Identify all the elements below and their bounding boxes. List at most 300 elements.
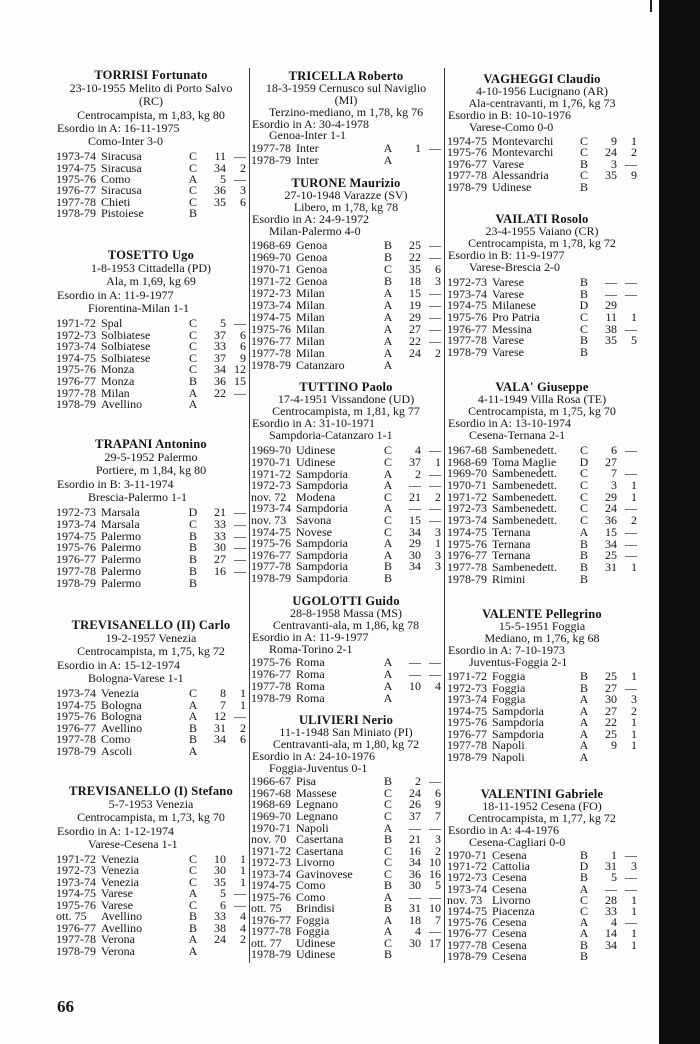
debut-match: Varese-Cesena 1-1 (88, 836, 178, 851)
career-team: Inter (296, 152, 319, 167)
career-team: Foggia (492, 669, 526, 683)
career-season: 1975-76 (447, 536, 487, 551)
career-table (251, 656, 441, 704)
career-season: 1973-74 (56, 149, 96, 164)
career-apps: 35 (214, 874, 226, 889)
career-goals: — (234, 552, 246, 567)
career-league: B (188, 563, 197, 578)
career-apps: 26 (409, 797, 421, 812)
career-team: Milan (101, 385, 130, 400)
career-season: 1975-76 (251, 655, 291, 670)
career-table (447, 277, 637, 359)
career-goals: 1 (240, 863, 246, 878)
player-name: VALA' Giuseppe (495, 380, 589, 394)
career-team: Udinese (296, 443, 336, 458)
career-league: A (383, 691, 393, 706)
career-team: Siracusa (101, 149, 142, 164)
player-info-line: 4-11-1949 Villa Rosa (TE) (477, 392, 607, 406)
career-league: B (188, 373, 197, 388)
career-apps: 25 (605, 669, 617, 683)
career-apps: 7 (220, 697, 226, 712)
player-info-line: Libero, m 1,78, kg 78 (293, 199, 399, 214)
career-season: 1978-79 (56, 575, 96, 590)
career-season: 1976-77 (56, 920, 96, 935)
career-league: A (383, 536, 393, 551)
career-goals: — (429, 655, 441, 670)
career-goals: — (429, 310, 441, 325)
career-league: B (383, 570, 392, 585)
career-league: C (383, 443, 392, 458)
career-season: 1970-71 (251, 820, 291, 835)
career-season: 1978-79 (251, 358, 291, 373)
page-number: 66 (57, 997, 74, 1016)
career-season: 1977-78 (447, 333, 487, 348)
career-league: C (579, 168, 588, 183)
career-league: C (579, 134, 588, 148)
career-season: 1971-72 (447, 489, 487, 504)
career-season: 1975-76 (447, 715, 487, 730)
player-info-line: Centrocampista, m 1,77, kg 72 (468, 811, 616, 825)
career-apps: 34 (214, 732, 226, 747)
debut-match: Juventus-Foggia 2-1 (469, 655, 568, 669)
career-goals: — (234, 149, 246, 164)
debut-line: Esordio in B: 10-10-1976 (448, 108, 571, 122)
career-league: C (188, 874, 197, 889)
debut-match: Foggia-Juventus 0-1 (269, 760, 368, 775)
career-league: A (579, 726, 589, 741)
career-season: 1978-79 (56, 206, 96, 221)
career-goals: 2 (435, 489, 441, 504)
career-goals: 2 (631, 513, 637, 528)
career-league: A (579, 692, 589, 707)
player-name: TUTTINO Paolo (299, 380, 393, 394)
career-team: Udinese (296, 455, 336, 470)
career-season: 1971-72 (56, 315, 96, 330)
career-league: A (579, 749, 589, 764)
career-goals: — (429, 443, 441, 458)
career-goals: — (625, 443, 637, 457)
career-row (251, 949, 441, 961)
career-league: B (579, 536, 588, 551)
career-league: B (579, 680, 588, 695)
career-team: Livorno (296, 855, 335, 870)
career-goals: — (234, 886, 246, 901)
career-goals: 15 (234, 373, 246, 388)
career-season: 1978-79 (251, 947, 291, 962)
career-team: Ternana (492, 524, 531, 539)
career-team: Venezia (101, 851, 139, 866)
debut-line: Esordio in A: 24-9-1972 (252, 211, 369, 226)
career-apps: 29 (409, 310, 421, 325)
career-apps: 25 (409, 238, 421, 253)
career-league: A (188, 397, 198, 412)
career-apps: 35 (409, 262, 421, 277)
career-league: A (579, 703, 589, 718)
career-row (447, 571, 637, 586)
debut-line: Esordio in B: 11-9-1977 (448, 248, 565, 262)
career-team: Sampdoria (296, 547, 348, 562)
career-season: ott. 75 (251, 901, 282, 916)
career-goals: 12 (234, 362, 246, 377)
career-apps: 12 (214, 709, 226, 724)
career-goals: 7 (435, 912, 441, 927)
career-season: 1972-73 (447, 275, 487, 289)
scan-edge (659, 0, 700, 1044)
column-divider (444, 68, 445, 963)
debut-match: Como-Inter 3-0 (88, 133, 163, 148)
career-league: C (383, 843, 392, 858)
career-team: Massese (296, 785, 337, 800)
career-league: C (383, 455, 392, 470)
career-apps: 4 (611, 915, 617, 930)
career-league: B (383, 238, 392, 253)
career-apps: 37 (409, 809, 421, 823)
career-apps: 38 (605, 321, 617, 336)
career-goals: 2 (631, 703, 637, 718)
player-info-line: Centrocampista, m 1,81, kg 77 (272, 403, 420, 418)
career-apps: 29 (605, 298, 617, 313)
career-season: 1977-78 (56, 194, 96, 209)
career-league: C (579, 478, 588, 493)
career-goals: 1 (631, 738, 637, 753)
career-table (447, 671, 637, 764)
career-league: B (188, 528, 197, 543)
career-goals: — (625, 156, 637, 171)
career-team: Palermo (101, 575, 141, 590)
career-team: Sambenedett. (492, 489, 557, 504)
career-row (447, 948, 637, 963)
career-row (447, 749, 637, 764)
player-info-line: Portiere, m 1,84, kg 80 (95, 463, 207, 478)
career-team: Roma (296, 679, 325, 694)
career-season: nov. 73 (447, 892, 483, 907)
career-apps: 24 (605, 501, 617, 516)
career-league: B (188, 206, 197, 221)
career-league: C (579, 443, 588, 457)
career-team: Milan (296, 346, 325, 361)
career-apps: 24 (409, 346, 421, 361)
debut-line: Esordio in A: 11-9-1977 (252, 629, 369, 644)
career-team: Palermo (101, 540, 141, 555)
career-team: Como (101, 171, 131, 186)
player-info-line: 27-10-1948 Varazze (SV) (284, 187, 408, 202)
player-name: TREVISANELLO (I) Stefano (69, 784, 233, 798)
career-league: C (188, 516, 197, 531)
career-apps: 31 (605, 859, 617, 874)
career-season: 1975-76 (251, 322, 291, 337)
career-league: B (579, 156, 588, 171)
player-name: ULIVIERI Nerio (298, 713, 394, 727)
career-apps: 24 (214, 932, 226, 947)
career-team: Piacenza (492, 903, 535, 918)
career-league: A (579, 524, 589, 539)
career-apps: 36 (409, 866, 421, 881)
career-league: A (579, 715, 589, 730)
career-season: 1966-67 (251, 774, 291, 789)
career-team: Bologna (101, 709, 142, 724)
career-apps: — (409, 820, 421, 835)
career-apps: 35 (214, 194, 226, 209)
career-league: C (383, 513, 392, 528)
career-team: Sambenedett. (492, 443, 557, 457)
debut-match: Fiorentina-Milan 1-1 (88, 300, 189, 315)
career-team: Varese (492, 156, 524, 171)
debut-line: Esordio in B: 3-11-1974 (57, 476, 174, 491)
career-team: Sampdoria (296, 559, 348, 574)
career-team: Genoa (296, 262, 328, 277)
career-row (251, 692, 441, 704)
career-season: 1975-76 (56, 362, 96, 377)
career-goals: 6 (240, 194, 246, 209)
career-season: 1977-78 (251, 679, 291, 694)
career-season: 1974-75 (56, 528, 96, 543)
career-goals: 1 (631, 903, 637, 918)
career-goals: — (625, 524, 637, 539)
career-apps: 4 (415, 443, 421, 458)
career-apps: 3 (611, 156, 617, 171)
career-season: 1974-75 (447, 134, 487, 148)
career-league: B (383, 878, 392, 893)
career-season: 1976-77 (251, 667, 291, 682)
debut-match: Cesena-Cagliari 0-0 (469, 835, 566, 849)
career-league: A (383, 889, 393, 904)
career-league: B (579, 571, 588, 586)
career-league: A (188, 743, 198, 758)
career-apps: 30 (214, 863, 226, 878)
career-goals: 2 (631, 145, 637, 160)
career-apps: — (605, 286, 617, 301)
career-league: C (579, 489, 588, 504)
career-league: A (579, 881, 589, 896)
career-league: A (383, 655, 393, 670)
career-league: A (383, 310, 393, 325)
career-season: 1976-77 (56, 183, 96, 198)
career-apps: 29 (409, 536, 421, 551)
career-table (447, 445, 637, 585)
career-season: 1974-75 (56, 886, 96, 901)
career-apps: 37 (409, 455, 421, 470)
career-team: Pisa (296, 774, 317, 789)
career-league: C (579, 321, 588, 336)
career-league: B (188, 732, 197, 747)
career-goals: 1 (240, 697, 246, 712)
career-apps: 14 (605, 926, 617, 941)
career-apps: 31 (214, 720, 226, 735)
career-league: A (383, 286, 393, 301)
career-table (56, 315, 246, 412)
career-team: Legnano (296, 797, 338, 812)
career-goals: — (234, 563, 246, 578)
career-league: A (383, 466, 393, 481)
career-apps: 15 (605, 524, 617, 539)
career-league: B (579, 948, 588, 963)
career-goals: 1 (631, 309, 637, 324)
career-league: A (383, 322, 393, 337)
career-apps: 27 (214, 552, 226, 567)
player-entry (251, 715, 441, 961)
career-table (251, 143, 441, 166)
career-goals: 16 (429, 866, 441, 881)
career-team: Genoa (296, 238, 328, 253)
career-league: C (579, 145, 588, 160)
career-goals: 6 (240, 327, 246, 342)
player-info-line: Centrocampista, m 1,75, kg 70 (468, 404, 616, 418)
career-row (56, 208, 246, 219)
career-apps: 19 (409, 298, 421, 313)
career-goals: 4 (435, 679, 441, 694)
career-league: B (383, 947, 392, 962)
player-info-line: Centrocampista, m 1,73, kg 70 (77, 810, 225, 825)
player-entry (447, 73, 637, 193)
career-team: Varese (492, 275, 524, 289)
career-league: A (383, 924, 393, 939)
career-apps: 1 (415, 141, 421, 156)
career-team: Avellino (101, 720, 143, 735)
career-team: Casertana (296, 832, 344, 847)
career-team: Foggia (296, 924, 330, 939)
career-team: Cesena (492, 870, 527, 885)
career-goals: 1 (631, 669, 637, 683)
career-goals: 3 (240, 183, 246, 198)
career-season: 1973-74 (447, 881, 487, 896)
career-apps: 22 (409, 250, 421, 265)
career-team: Verona (101, 943, 135, 958)
career-season: 1977-78 (447, 937, 487, 952)
career-season: nov. 70 (251, 832, 287, 847)
career-season: 1970-71 (447, 848, 487, 862)
career-apps: 21 (409, 832, 421, 847)
career-apps: 30 (214, 540, 226, 555)
career-league: A (188, 171, 198, 186)
career-team: Solbiatese (101, 350, 151, 365)
career-season: 1978-79 (447, 948, 487, 963)
career-season: 1972-73 (56, 863, 96, 878)
career-team: Ternana (492, 548, 531, 563)
career-apps: 24 (409, 785, 421, 800)
career-goals: 1 (631, 134, 637, 148)
career-goals: 2 (435, 843, 441, 858)
career-league: D (579, 454, 589, 469)
career-goals: — (429, 298, 441, 313)
career-goals: — (234, 385, 246, 400)
career-team: Modena (296, 489, 336, 504)
career-goals: — (625, 915, 637, 930)
career-apps: 37 (214, 350, 226, 365)
career-goals: 2 (240, 160, 246, 175)
career-apps: 16 (409, 843, 421, 858)
career-table (251, 239, 441, 371)
career-apps: 16 (214, 563, 226, 578)
career-apps: 31 (605, 559, 617, 574)
career-season: ott. 77 (251, 935, 282, 950)
career-league: C (383, 935, 392, 950)
career-team: Siracusa (101, 160, 142, 175)
career-season: 1972-73 (251, 478, 291, 493)
career-league: C (188, 897, 197, 912)
career-team: Catanzaro (296, 358, 345, 373)
player-entry (251, 71, 441, 167)
career-apps: 34 (214, 160, 226, 175)
career-league: A (188, 709, 198, 724)
career-goals: — (429, 286, 441, 301)
career-league: B (579, 937, 588, 952)
career-season: 1976-77 (56, 373, 96, 388)
career-team: Montevarchi (492, 134, 554, 148)
career-season: 1968-69 (251, 238, 291, 253)
career-apps: 11 (214, 149, 226, 164)
career-season: 1977-78 (447, 738, 487, 753)
career-season: 1976-77 (56, 720, 96, 735)
player-info-line: Centrocampista, m 1,78, kg 72 (468, 236, 616, 250)
career-league: C (383, 524, 392, 539)
career-apps: 8 (220, 685, 226, 700)
player-info-line: Centravanti-ala, m 1,80, kg 72 (272, 736, 420, 751)
career-team: Varese (101, 886, 133, 901)
player-entry (56, 619, 246, 758)
player-info-line: Mediano, m 1,76, kg 68 (484, 631, 600, 645)
career-apps: 34 (214, 362, 226, 377)
career-apps: 4 (415, 924, 421, 939)
player-info-line: 28-8-1958 Massa (MS) (290, 605, 402, 620)
career-league: C (383, 262, 392, 277)
player-name: TRAPANI Antonino (95, 437, 207, 451)
career-season: 1974-75 (447, 298, 487, 313)
career-season: 1976-77 (251, 547, 291, 562)
player-entry (56, 249, 246, 411)
career-goals: — (625, 286, 637, 301)
career-apps: 5 (220, 171, 226, 186)
career-season: 1969-70 (251, 443, 291, 458)
career-season: 1975-76 (251, 889, 291, 904)
career-team: Udinese (296, 935, 336, 950)
career-goals: 1 (435, 536, 441, 551)
career-goals: 6 (435, 262, 441, 277)
career-league: C (188, 149, 197, 164)
career-season: 1973-74 (56, 685, 96, 700)
career-goals: — (429, 466, 441, 481)
career-season: 1972-73 (251, 286, 291, 301)
career-team: Napoli (492, 749, 525, 764)
debut-line: Esordio in A: 7-10-1973 (448, 643, 565, 657)
career-goals: 1 (631, 489, 637, 504)
career-row (56, 943, 246, 958)
career-league: A (383, 501, 393, 516)
career-league: A (383, 820, 393, 835)
career-table (251, 445, 441, 584)
player-info-line: 23-4-1955 Vaiano (CR) (485, 224, 599, 238)
career-apps: 9 (611, 738, 617, 753)
player-entry (56, 438, 246, 590)
career-goals: 1 (631, 715, 637, 730)
player-entry (447, 608, 637, 764)
career-season: 1976-77 (56, 552, 96, 567)
scan-artifact (650, 0, 652, 12)
career-goals: — (625, 680, 637, 695)
career-team: Milanese (492, 298, 536, 313)
career-team: Sambenedett. (492, 513, 557, 528)
career-league: A (383, 667, 393, 682)
career-team: Ternana (492, 536, 531, 551)
career-goals: 1 (240, 874, 246, 889)
career-apps: 35 (605, 168, 617, 183)
career-league: B (579, 333, 588, 348)
career-goals: — (625, 881, 637, 896)
career-apps: — (409, 501, 421, 516)
career-season: 1973-74 (251, 298, 291, 313)
career-team: Siracusa (101, 183, 142, 198)
career-league: B (188, 909, 197, 924)
career-apps: 25 (605, 726, 617, 741)
